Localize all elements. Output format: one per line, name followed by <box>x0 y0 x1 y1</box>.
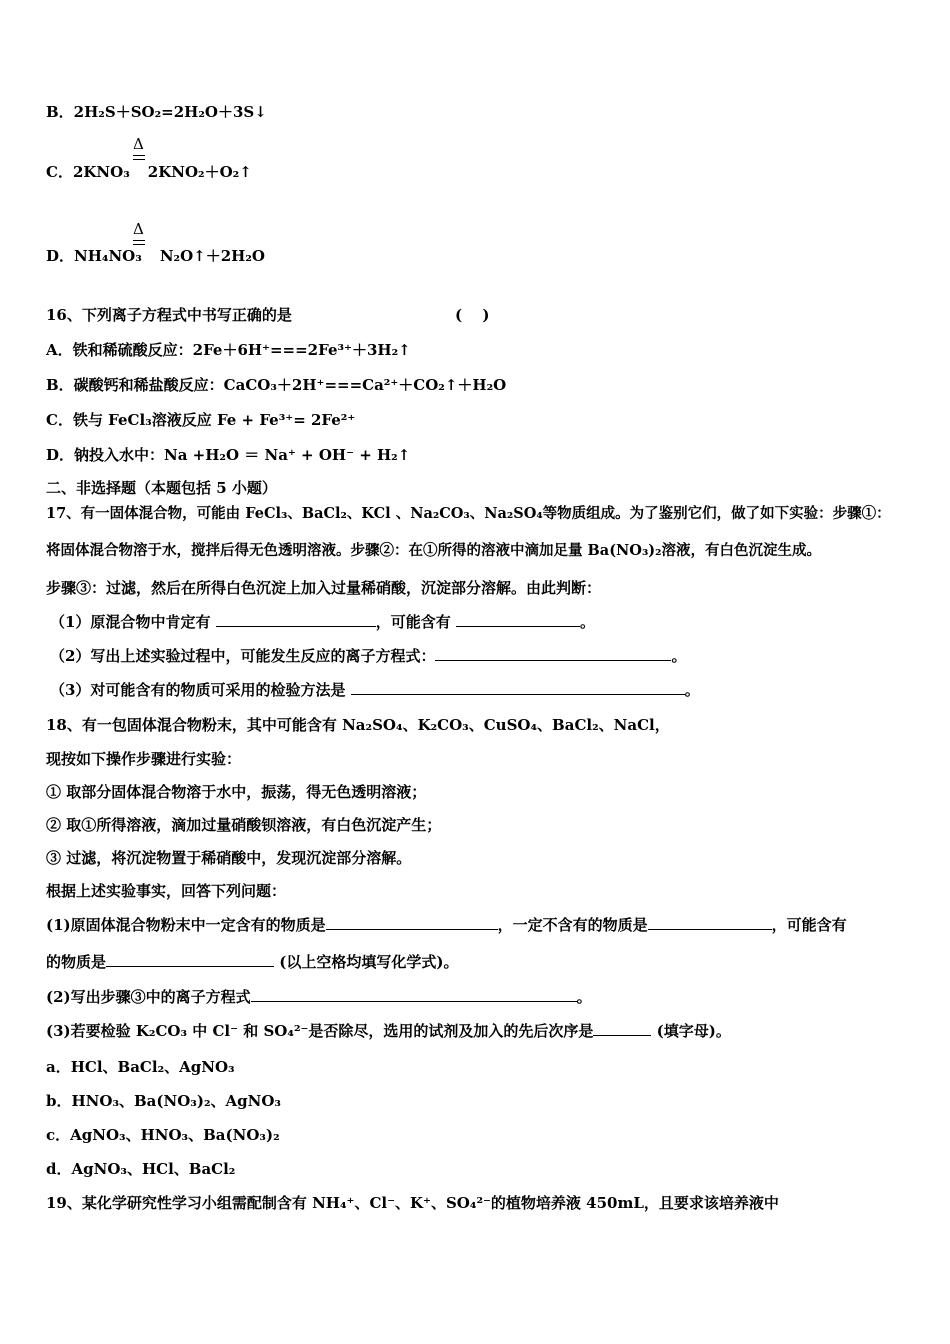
q18-ask: 根据上述实验事实，回答下列问题： <box>46 882 287 900</box>
q15-option-c <box>46 162 252 182</box>
q17-part-1 <box>50 612 595 632</box>
answer-blank[interactable] <box>251 987 577 1002</box>
equals-sign <box>133 155 145 160</box>
q18-step-3: ③ 过滤，将沉淀物置于稀硝酸中，发现沉淀部分溶解。 <box>46 849 412 867</box>
punctuation: 。 <box>576 988 592 1006</box>
q18-part-1-text-d: 的物质是 <box>46 953 107 971</box>
q15-option-c-left: C．2KNO₃ <box>46 163 130 181</box>
q18-part-2 <box>46 987 592 1007</box>
q17-line-2: 将固体混合物溶于水，搅拌后得无色透明溶液。步骤②：在①所得的溶液中滴加足量 Ba(NO₃)₂溶液，有白色沉淀生成。 <box>46 542 822 559</box>
q15-option-c-right: 2KNO₂＋O₂↑ <box>147 163 252 181</box>
q17-line-1: 17、有一固体混合物，可能由 FeCl₃、BaCl₂、KCl 、Na₂CO₃、Na₂SO₄等物质组成。为了鉴别它们，做了如下实验：步骤①： <box>46 505 891 522</box>
punctuation: 。 <box>671 647 687 665</box>
q16-option-b: B．碳酸钙和稀盐酸反应：CaCO₃＋2H⁺===Ca²⁺＋CO₂↑＋H₂O <box>46 376 507 394</box>
q18-part-1-text: (1)原固体混合物粉末中一定含有的物质是 <box>46 916 326 934</box>
equals-sign <box>133 240 145 245</box>
q18-step-1: ① 取部分固体混合物溶于水中，振荡，得无色透明溶液； <box>46 783 427 801</box>
q17-part-1-text: （1）原混合物中肯定有 <box>50 613 211 631</box>
q18-part-3-note: (填字母)。 <box>656 1022 731 1040</box>
q18-part-1-note: (以上空格均填写化学式)。 <box>279 953 459 971</box>
answer-blank[interactable] <box>216 612 376 627</box>
q15-option-b: B．2H₂S＋SO₂=2H₂O＋3S↓ <box>46 103 267 121</box>
q16-stem <box>46 305 292 325</box>
q18-part-1-cont <box>46 952 458 972</box>
q18-intro: 现按如下操作步骤进行实验： <box>46 750 242 768</box>
q18-stem: 18、有一包固体混合物粉末，其中可能含有 Na₂SO₄、K₂CO₃、CuSO₄、BaCl₂、NaCl， <box>46 716 670 734</box>
q18-choice-d: d．AgNO₃、HCl、BaCl₂ <box>46 1160 236 1178</box>
q18-part-1 <box>46 915 847 935</box>
q16-option-d: D．钠投入水中：Na +H₂O ＝ Na⁺ + OH⁻ + H₂↑ <box>46 446 411 464</box>
q18-choice-c: c．AgNO₃、HNO₃、Ba(NO₃)₂ <box>46 1126 280 1144</box>
q18-part-3 <box>46 1021 731 1041</box>
q19-stem: 19、某化学研究性学习小组需配制含有 NH₄⁺、Cl⁻、K⁺、SO₄²⁻的植物培养液 450mL，且要求该培养液中 <box>46 1194 779 1212</box>
delta-heat-symbol: Δ <box>133 220 144 238</box>
q18-part-1-text-c: ，可能含有 <box>771 916 847 934</box>
q16-option-a: A．铁和稀硫酸反应：2Fe＋6H⁺===2Fe³⁺＋3H₂↑ <box>46 341 411 359</box>
answer-blank[interactable] <box>435 646 671 661</box>
q18-choice-b: b．HNO₃、Ba(NO₃)₂、AgNO₃ <box>46 1092 281 1110</box>
q17-line-3: 步骤③：过滤，然后在所得白色沉淀上加入过量稀硝酸，沉淀部分溶解。由此判断： <box>46 579 602 597</box>
q16-stem-text: 16、下列离子方程式中书写正确的是 <box>46 306 292 324</box>
q15-option-d <box>46 246 265 266</box>
q15-option-d-right: N₂O↑＋2H₂O <box>159 247 265 265</box>
answer-blank[interactable] <box>326 915 498 930</box>
answer-blank[interactable] <box>106 952 274 967</box>
q17-part-1-text-b: ，可能含有 <box>375 613 451 631</box>
punctuation: 。 <box>579 613 595 631</box>
answer-blank[interactable] <box>456 612 580 627</box>
answer-blank[interactable] <box>593 1021 651 1036</box>
q16-option-c: C．铁与 FeCl₃溶液反应 Fe + Fe³⁺= 2Fe²⁺ <box>46 411 356 429</box>
answer-blank[interactable] <box>351 680 685 695</box>
q16-answer-paren: ( ) <box>455 306 490 324</box>
q17-part-3-text: （3）对可能含有的物质可采用的检验方法是 <box>50 681 346 699</box>
answer-blank[interactable] <box>648 915 772 930</box>
delta-heat-symbol: Δ <box>133 135 144 153</box>
q18-step-2: ② 取①所得溶液，滴加过量硝酸钡溶液，有白色沉淀产生； <box>46 816 442 834</box>
q18-choice-a: a．HCl、BaCl₂、AgNO₃ <box>46 1058 235 1076</box>
q15-option-d-left: D．NH₄NO₃ <box>46 247 142 265</box>
q17-part-2 <box>50 646 686 666</box>
q18-part-2-text: (2)写出步骤③中的离子方程式 <box>46 988 251 1006</box>
q18-part-3-text: (3)若要检验 K₂CO₃ 中 Cl⁻ 和 SO₄²⁻是否除尽，选用的试剂及加入的先后次序是 <box>46 1022 594 1040</box>
q17-part-2-text: （2）写出上述实验过程中，可能发生反应的离子方程式： <box>50 647 436 665</box>
q18-part-1-text-b: ，一定不含有的物质是 <box>497 916 648 934</box>
q17-part-3 <box>50 680 700 700</box>
punctuation: 。 <box>684 681 700 699</box>
section-heading: 二、非选择题（本题包括 5 小题） <box>46 479 277 497</box>
